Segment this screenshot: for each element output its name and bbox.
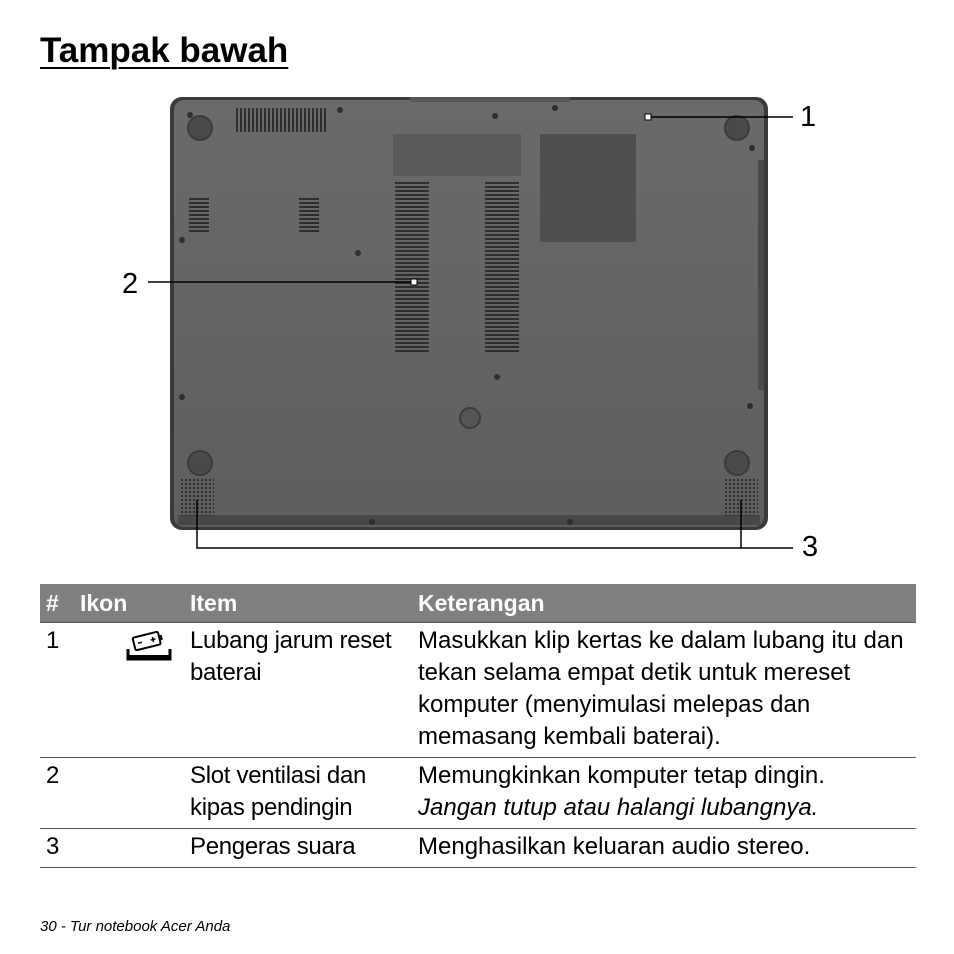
row-note: Jangan tutup atau halangi lubangnya. (418, 794, 819, 821)
row-num: 3 (40, 829, 74, 868)
ventilation-slots-left (395, 182, 429, 354)
row-description: Memungkinkan komputer tetap dingin. (418, 762, 825, 789)
row-item: Slot ventilasi dan kipas pendingin (184, 758, 412, 829)
laptop-bottom-figure (0, 90, 954, 563)
page-title: Tampak bawah (40, 31, 289, 70)
callout-3: 3 (802, 531, 819, 563)
table-row (40, 623, 916, 758)
table-header-row (40, 584, 916, 623)
header-description: Keterangan (412, 584, 916, 623)
reset-pinhole (645, 114, 651, 120)
row-icon-cell (74, 829, 184, 868)
row-num: 2 (40, 758, 74, 829)
page-footer: 30 - Tur notebook Acer Anda (40, 918, 231, 935)
memory-cover (540, 134, 636, 242)
callout-2: 2 (122, 268, 139, 300)
row-description: Menghasilkan keluaran audio stereo. (412, 829, 916, 868)
row-item: Pengeras suara (184, 829, 412, 868)
row-icon-cell (74, 758, 184, 829)
battery-reset-icon (125, 629, 178, 672)
top-vent (234, 108, 326, 132)
component-table (40, 584, 916, 868)
laptop-bottom-illustration (0, 90, 954, 563)
header-icon: Ikon (74, 584, 184, 623)
callout-1: 1 (800, 101, 817, 133)
row-num: 1 (40, 623, 74, 758)
table-row (40, 758, 916, 829)
header-num: # (40, 584, 74, 623)
row-description-cell (412, 758, 916, 829)
row-item: Lubang jarum reset baterai (184, 623, 412, 758)
table-row (40, 829, 916, 868)
row-icon-cell (74, 623, 184, 758)
row-description: Masukkan klip kertas ke dalam lubang itu dan tekan selama empat detik untuk mereset komputer (menyimulasi melepas dan memasang kembali baterai). (412, 623, 916, 758)
ventilation-slots-right (485, 182, 519, 354)
header-item: Item (184, 584, 412, 623)
